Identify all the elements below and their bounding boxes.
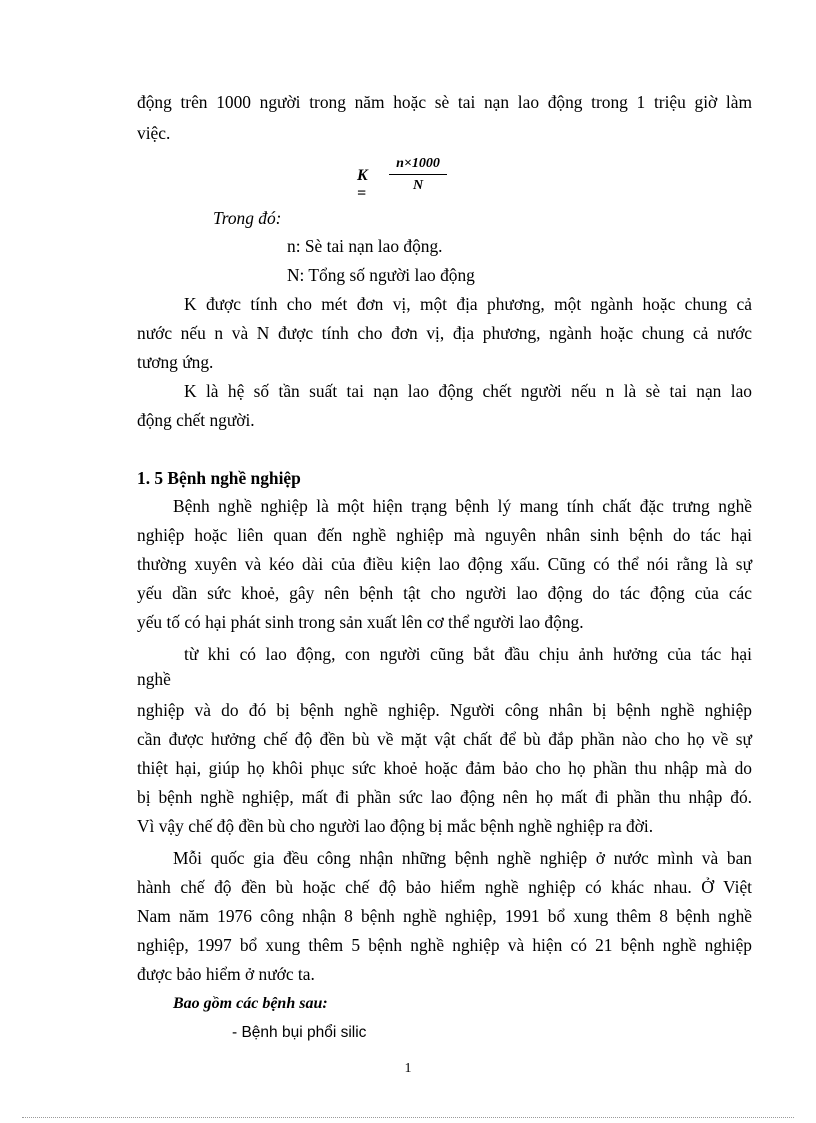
definition-N: N: Tổng số người lao động [287, 265, 475, 285]
text-line: Bệnh nghề nghiệp là một hiện trạng bệnh lý mang tính chất đặc trưng nghề [173, 496, 752, 516]
text-line: yếu tố có hại phát sinh trong sản xuất lên cơ thể người lao động. [137, 612, 584, 632]
text-line: từ khi có lao động, con người cũng bắt đầu chịu ảnh hưởng của tác hại [184, 644, 752, 664]
text-line: nghiệp, 1997 bổ xung thêm 5 bệnh nghề nghiệp và hiện có 21 bệnh nghề nghiệp [137, 935, 752, 955]
formula-lhs: K = [357, 167, 368, 202]
page-bottom-divider [22, 1117, 794, 1118]
fraction-bar [389, 174, 447, 175]
page-number: 1 [404, 1061, 412, 1076]
text-line: thiệt hại, giúp họ khôi phục sức khoẻ hoặc đảm bảo cho họ phần thu nhập mà do [137, 758, 752, 778]
text-line: nghiệp hoặc liên quan đến nghề nghiệp mà nguyên nhân sinh bệnh do tác hại [137, 525, 752, 545]
section-heading: 1. 5 Bệnh nghề nghiệp [137, 468, 301, 488]
text-line: Nam năm 1976 công nhận 8 bệnh nghề nghiệp, 1991 bổ xung thêm 8 bệnh nghề [137, 906, 752, 926]
trong-do-label: Trong đó: [213, 208, 282, 228]
formula-denominator: N [412, 178, 424, 193]
text-line: động trên 1000 người trong năm hoặc sè tai nạn lao động trong 1 triệu giờ làm [137, 92, 752, 112]
text-line: bị bệnh nghề nghiệp, mất đi phần sức lao động nên họ mất đi phần thu nhập đó. [137, 787, 752, 807]
text-line: được bảo hiểm ở nước ta. [137, 964, 315, 984]
text-line: K là hệ số tần suất tai nạn lao động chết người nếu n là sè tai nạn lao [184, 381, 752, 401]
text-line: tương ứng. [137, 352, 214, 372]
text-line: Vì vậy chế độ đền bù cho người lao động bị mắc bệnh nghề nghiệp ra đời. [137, 816, 654, 836]
text-line: cần được hưởng chế độ đền bù về mặt vật chất để bù đắp phần nào cho họ về sự [137, 729, 752, 749]
text-line: nghề [137, 669, 171, 689]
text-line: nước nếu n và N được tính cho đơn vị, địa phương, ngành hoặc chung cả nước [137, 323, 752, 343]
list-intro: Bao gồm các bệnh sau: [173, 995, 328, 1012]
text-line: K được tính cho mét đơn vị, một địa phương, một ngành hoặc chung cả [184, 294, 752, 314]
text-line: động chết người. [137, 410, 255, 430]
text-line: nghiệp và do đó bị bệnh nghề nghiệp. Người công nhân bị bệnh nghề nghiệp [137, 700, 752, 720]
text-line: yếu dần sức khoẻ, gây nên bệnh tật cho người lao động do tác động của các [137, 583, 752, 603]
list-item: - Bệnh bụi phổi silic [232, 1024, 367, 1041]
text-line: thường xuyên và kéo dài của điều kiện lao động xấu. Cũng có thể nói rằng là sự [137, 554, 752, 574]
formula-fraction [389, 155, 447, 196]
definition-n: n: Sè tai nạn lao động. [287, 236, 443, 256]
text-line: hành chế độ đền bù hoặc chế độ bảo hiểm nghề nghiệp có khác nhau. Ở Việt [137, 877, 752, 897]
formula-numerator: n×1000 [396, 156, 440, 171]
text-line: Mỗi quốc gia đều công nhận những bệnh nghề nghiệp ở nước mình và ban [173, 848, 752, 868]
text-line: việc. [137, 123, 171, 143]
